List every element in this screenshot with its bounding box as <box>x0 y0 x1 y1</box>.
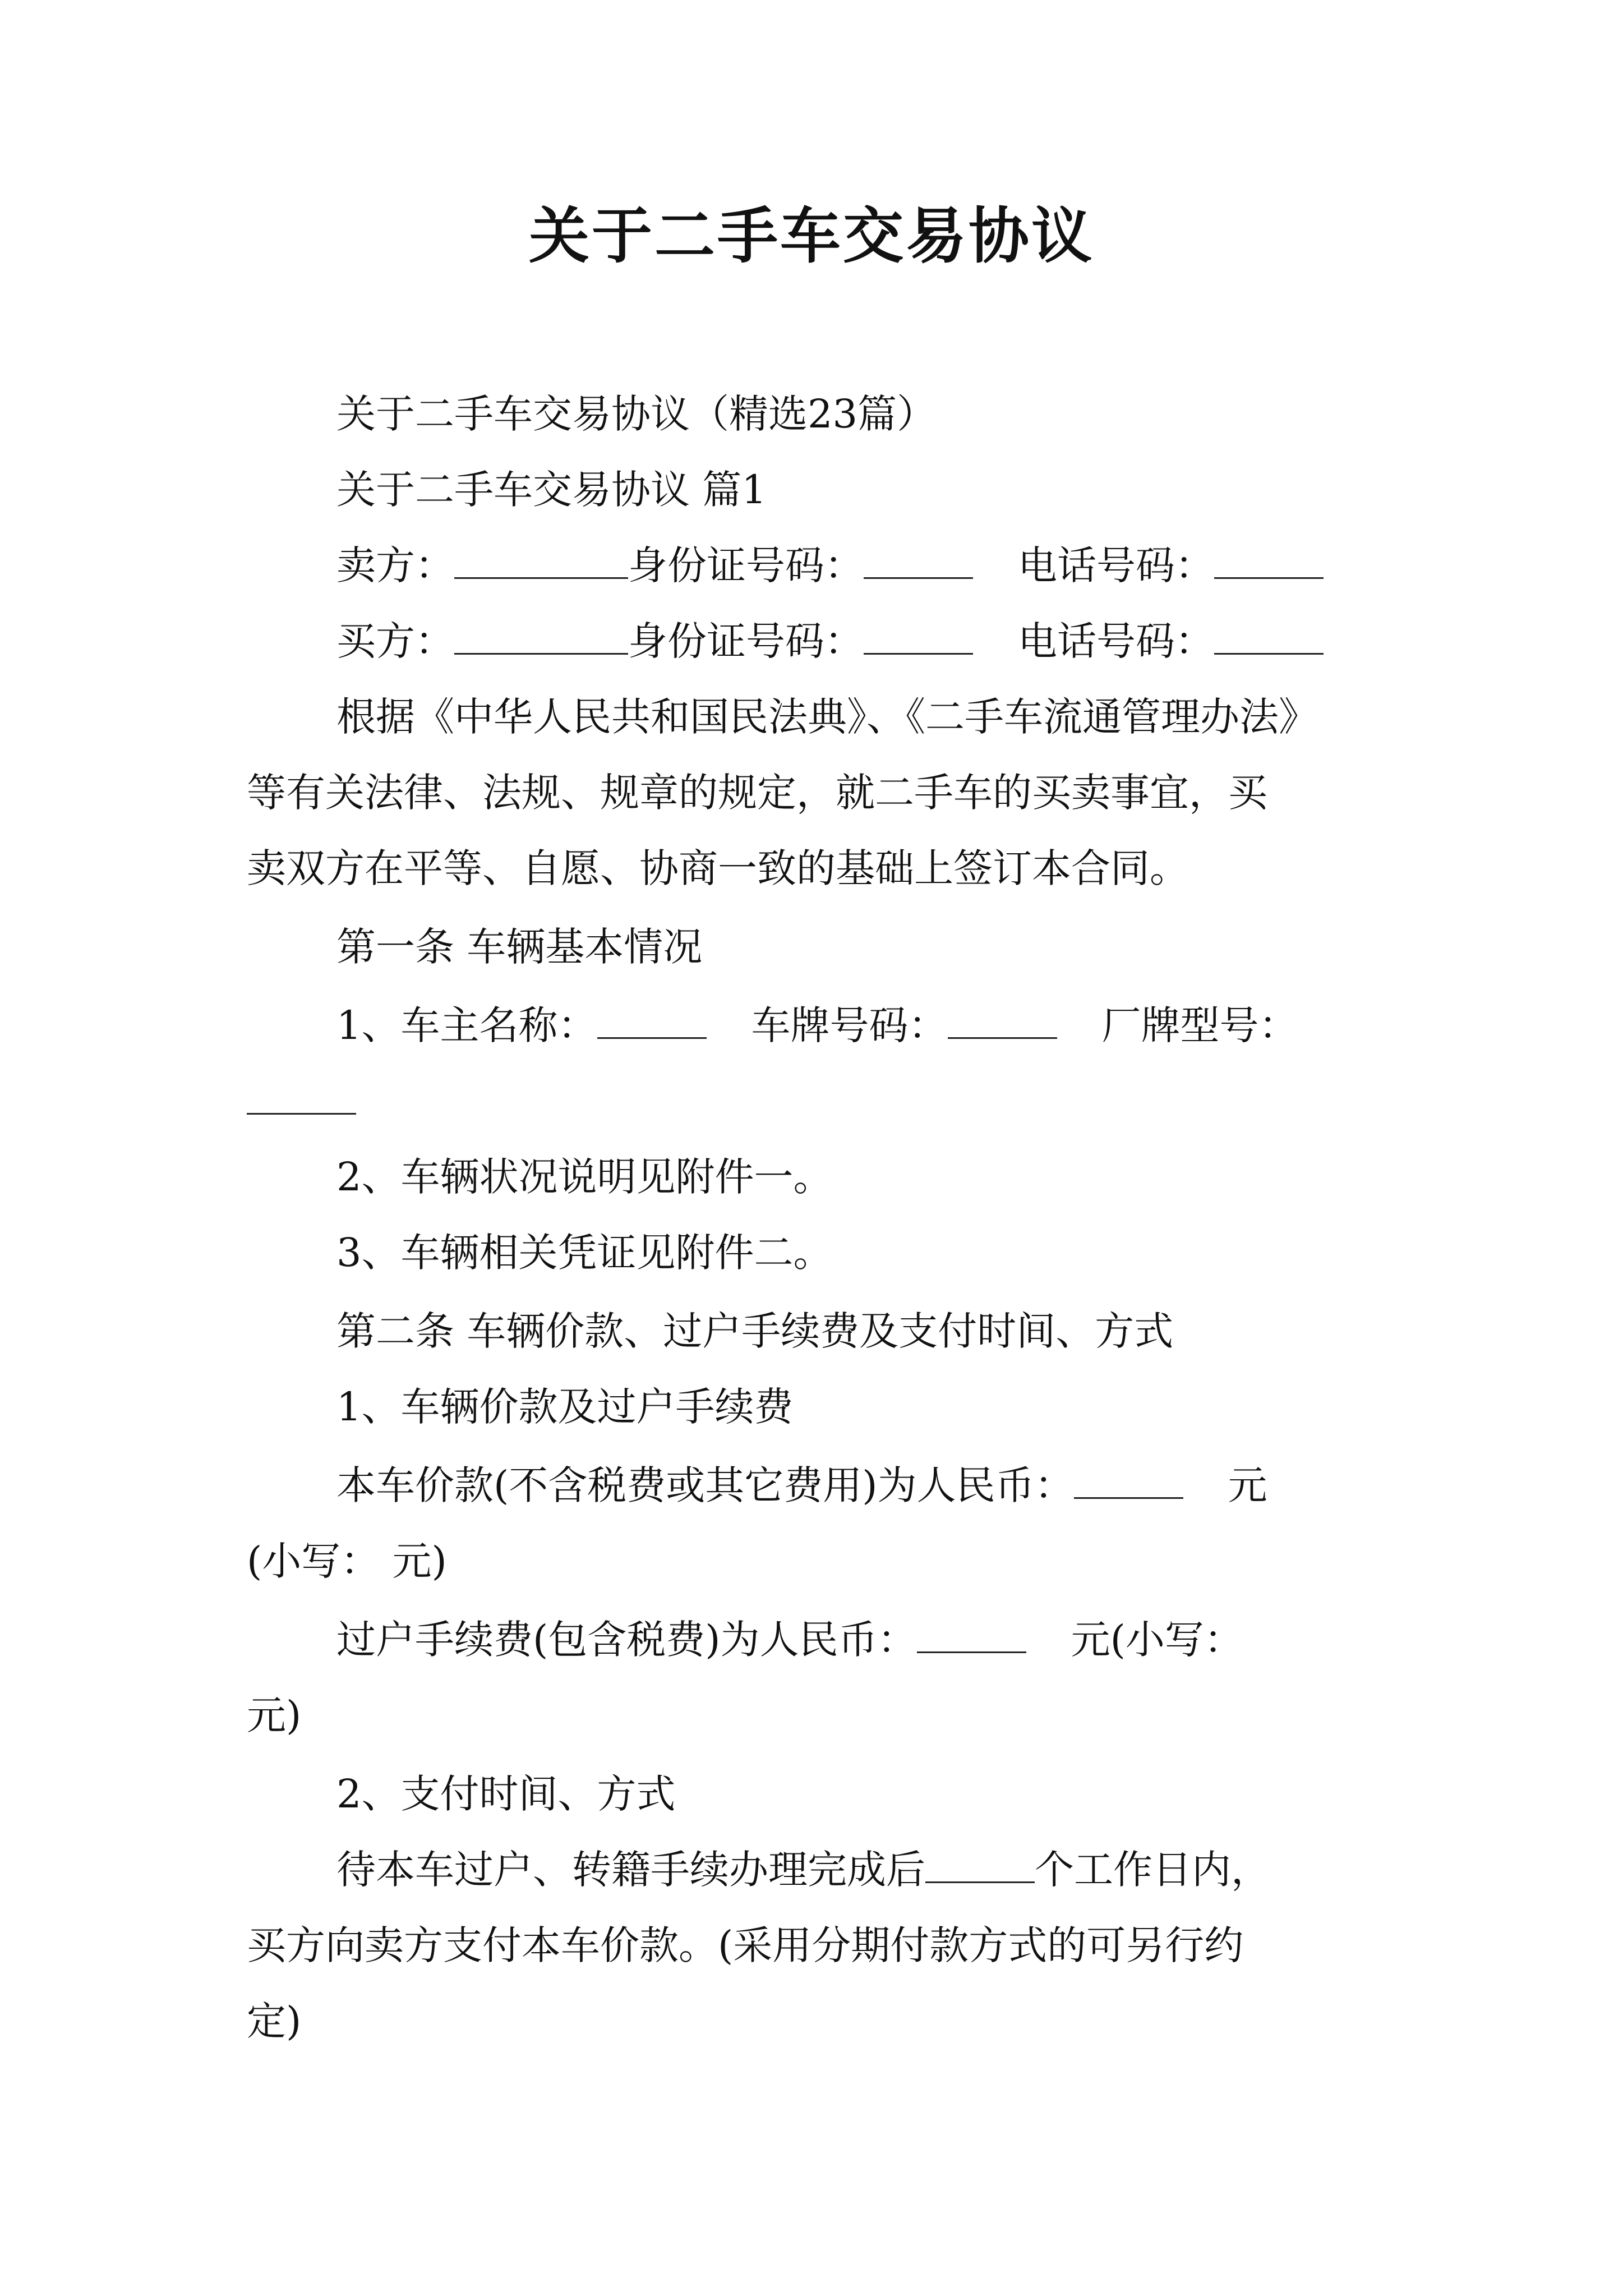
price-blank[interactable] <box>1074 1465 1183 1499</box>
article1-heading: 第一条 车辆基本情况 <box>336 924 703 970</box>
model-blank-row <box>247 1074 1391 1128</box>
buyer-id-blank[interactable] <box>864 620 973 655</box>
pay-line-2: 买方向卖方支付本车价款。(采用分期付款方式的可另行约 <box>247 1922 1244 1968</box>
price-line <box>336 1458 1391 1512</box>
buyer-row <box>336 614 1391 668</box>
pay-line-start: 待本车过户、转籍手续办理完成后 <box>336 1847 925 1893</box>
plate-blank[interactable] <box>948 1005 1057 1039</box>
seller-phone-label: 电话号码： <box>1018 542 1214 588</box>
model-label: 厂牌型号： <box>1101 1002 1298 1048</box>
seller-row <box>336 539 1391 592</box>
buyer-phone-label: 电话号码： <box>1018 618 1214 664</box>
plate-label: 车牌号码： <box>751 1002 948 1048</box>
article1-item1 <box>336 999 1391 1052</box>
pay-line-3: 定) <box>247 1998 302 2044</box>
article1-item3: 3、车辆相关凭证见附件二。 <box>336 1230 833 1276</box>
pay-days-blank[interactable] <box>925 1849 1035 1883</box>
intro-line-1: 根据《中华人民共和国民法典》、《二手车流通管理办法》 <box>336 694 1318 740</box>
seller-label: 卖方： <box>336 542 454 588</box>
article2-sub2-heading: 2、支付时间、方式 <box>336 1771 676 1817</box>
seller-name-blank[interactable] <box>454 545 628 579</box>
fee-line-2: 元) <box>247 1692 302 1738</box>
owner-label: 1、车主名称： <box>336 1002 597 1048</box>
buyer-label: 买方： <box>336 618 454 664</box>
fee-unit: 元(小写： <box>1071 1617 1243 1663</box>
seller-id-blank[interactable] <box>864 545 973 579</box>
buyer-phone-blank[interactable] <box>1214 620 1324 655</box>
section-heading: 关于二手车交易协议 篇1 <box>336 467 767 513</box>
intro-line-2: 等有关法律、法规、规章的规定，就二手车的买卖事宜，买 <box>247 770 1267 816</box>
pay-line <box>336 1843 1391 1897</box>
buyer-id-label: 身份证号码： <box>628 618 864 664</box>
document-subtitle: 关于二手车交易协议（精选23篇） <box>336 391 937 437</box>
fee-blank[interactable] <box>917 1619 1026 1653</box>
article2-sub1-heading: 1、车辆价款及过户手续费 <box>336 1384 794 1430</box>
model-blank[interactable] <box>247 1080 356 1115</box>
owner-blank[interactable] <box>597 1005 707 1039</box>
buyer-name-blank[interactable] <box>454 620 628 655</box>
intro-line-3: 卖双方在平等、自愿、协商一致的基础上签订本合同。 <box>247 845 1189 891</box>
pay-line-end: 个工作日内， <box>1035 1847 1270 1893</box>
article1-item2: 2、车辆状况说明见附件一。 <box>336 1154 833 1200</box>
seller-phone-blank[interactable] <box>1214 545 1324 579</box>
article2-heading: 第二条 车辆价款、过户手续费及支付时间、方式 <box>336 1308 1174 1354</box>
seller-id-label: 身份证号码： <box>628 542 864 588</box>
price-line-2: (小写： 元) <box>247 1538 447 1584</box>
document-title: 关于二手车交易协议 <box>528 201 1094 272</box>
fee-line <box>336 1613 1391 1667</box>
price-unit: 元 <box>1228 1462 1267 1508</box>
fee-label: 过户手续费(包含税费)为人民币： <box>336 1617 917 1663</box>
price-label: 本车价款(不含税费或其它费用)为人民币： <box>336 1462 1074 1508</box>
